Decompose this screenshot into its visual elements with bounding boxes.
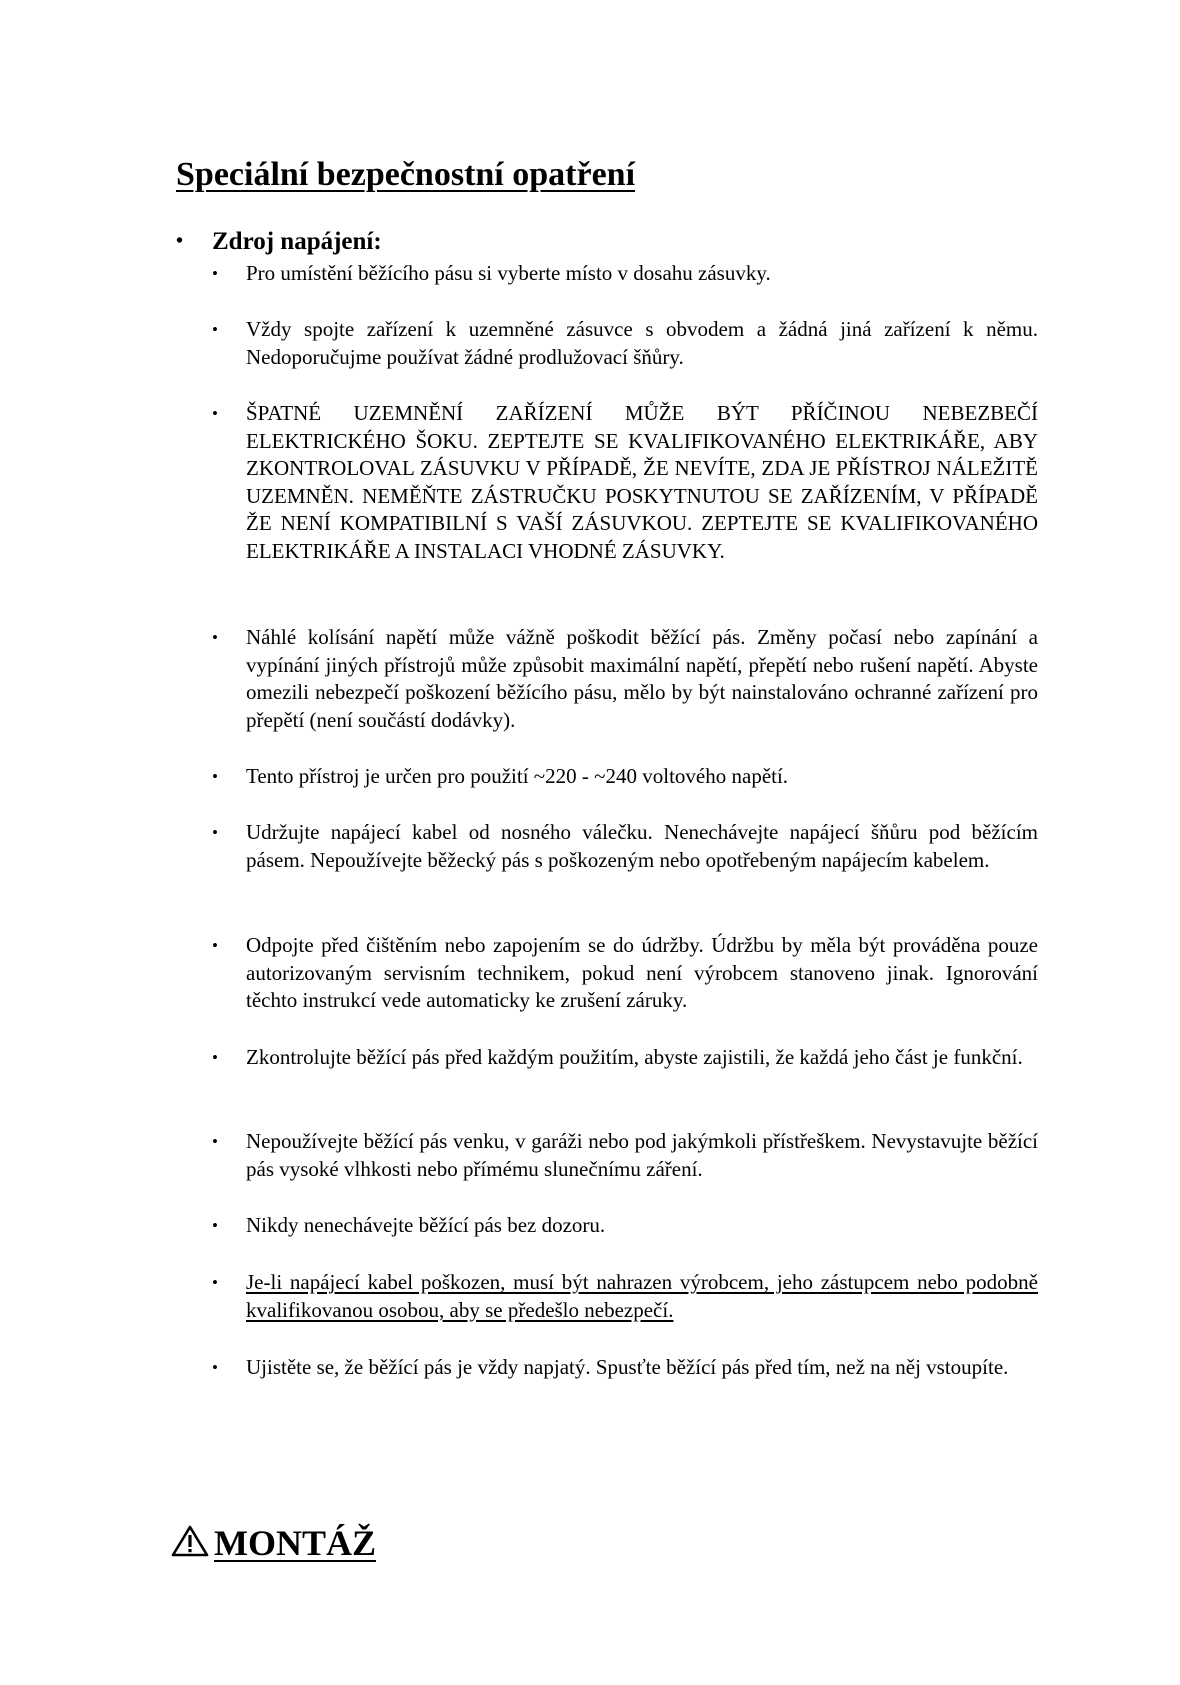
list-item-text: Je-li napájecí kabel poškozen, musí být nahrazen výrobcem, jeho zástupcem nebo podobně kvalifikovanou osobou, aby se předešlo nebezpečí. [246,1270,1038,1322]
list-item [246,763,1038,791]
list-item-text: Pro umístění běžícího pásu si vyberte místo v dosahu zásuvky. [246,261,771,285]
montaz-heading [170,1521,376,1565]
list-item-text: Nikdy nenechávejte běžící pás bez dozoru. [246,1213,606,1237]
list-item-text: Tento přístroj je určen pro použití ~220 - ~240 voltového napětí. [246,764,789,788]
section-heading-text: Zdroj napájení: [212,228,382,255]
list-item [246,1354,1038,1382]
list-item [246,400,1038,566]
list-item-text: Ujistěte se, že běžící pás je vždy napjatý. Spusťte běžící pás před tím, než na něj vstoupíte. [246,1355,1009,1379]
list-item-text: Náhlé kolísání napětí může vážně poškodit běžící pás. Změny počasí nebo zapínání a vypínání jiných přístrojů může způsobit maximální napětí, přepětí nebo rušení napětí. Abyste omezili nebezpečí poškození běžícího pásu, mělo by být nainstalováno ochranné zařízení pro přepětí (není součástí dodávky). [246,625,1038,732]
section-heading-power-supply [176,224,382,259]
section-bullet: • [176,230,184,252]
list-item [246,1044,1038,1072]
list-item-text: Udržujte napájecí kabel od nosného válečku. Nenechávejte napájecí šňůru pod běžícím pásem. Nepoužívejte běžecký pás s poškozeným nebo opotřebeným napájecím kabelem. [246,820,1038,872]
list-item-text: Odpojte před čištěním nebo zapojením se do údržby. Údržbu by měla být prováděna pouze autorizovaným servisním technikem, pokud není výrobcem stanoveno jinak. Ignorování těchto instrukcí vede automaticky ke zrušení záruky. [246,933,1038,1013]
list-item [246,316,1038,371]
warning-triangle-icon [170,1524,210,1558]
list-item [246,932,1038,1015]
list-item-text: Vždy spojte zařízení k uzemněné zásuvce s obvodem a žádná jiná zařízení k němu. Nedoporučujme používat žádné prodlužovací šňůry. [246,317,1038,369]
list-item-text: Nepoužívejte běžící pás venku, v garáži nebo pod jakýmkoli přístřeškem. Nevystavujte běžící pás vysoké vlhkosti nebo přímému slunečnímu záření. [246,1129,1038,1181]
list-item [246,1128,1038,1183]
list-item-text: ŠPATNÉ UZEMNĚNÍ ZAŘÍZENÍ MŮŽE BÝT PŘÍČINOU NEBEZBEČÍ ELEKTRICKÉHO ŠOKU. ZEPTEJTE SE KVALIFIKOVANÉHO ELEKTRIKÁŘE, ABY ZKONTROLOVAL ZÁSUVKU V PŘÍPADĚ, ŽE NEVÍTE, ZDA JE PŘÍSTROJ NÁLEŽITĚ UZEMNĚN. NEMĚŇTE ZÁSTRUČKU POSKYTNUTOU SE ZAŘÍZENÍM, V PŘÍPADĚ ŽE NENÍ KOMPATIBILNÍ S VAŠÍ ZÁSUVKOU. ZEPTEJTE SE KVALIFIKOVANÉHO ELEKTRIKÁŘE A INSTALACI VHODNÉ ZÁSUVKY. [246,401,1038,563]
page-title: Speciální bezpečnostní opatření [176,156,636,193]
list-item [246,260,1038,288]
list-item [246,624,1038,734]
list-item-text: Zkontrolujte běžící pás před každým použitím, abyste zajistili, že každá jeho část je funkční. [246,1045,1023,1069]
list-item [246,819,1038,874]
list-item [246,1269,1038,1324]
montaz-label: MONTÁŽ [214,1523,376,1563]
list-item [246,1212,1038,1240]
